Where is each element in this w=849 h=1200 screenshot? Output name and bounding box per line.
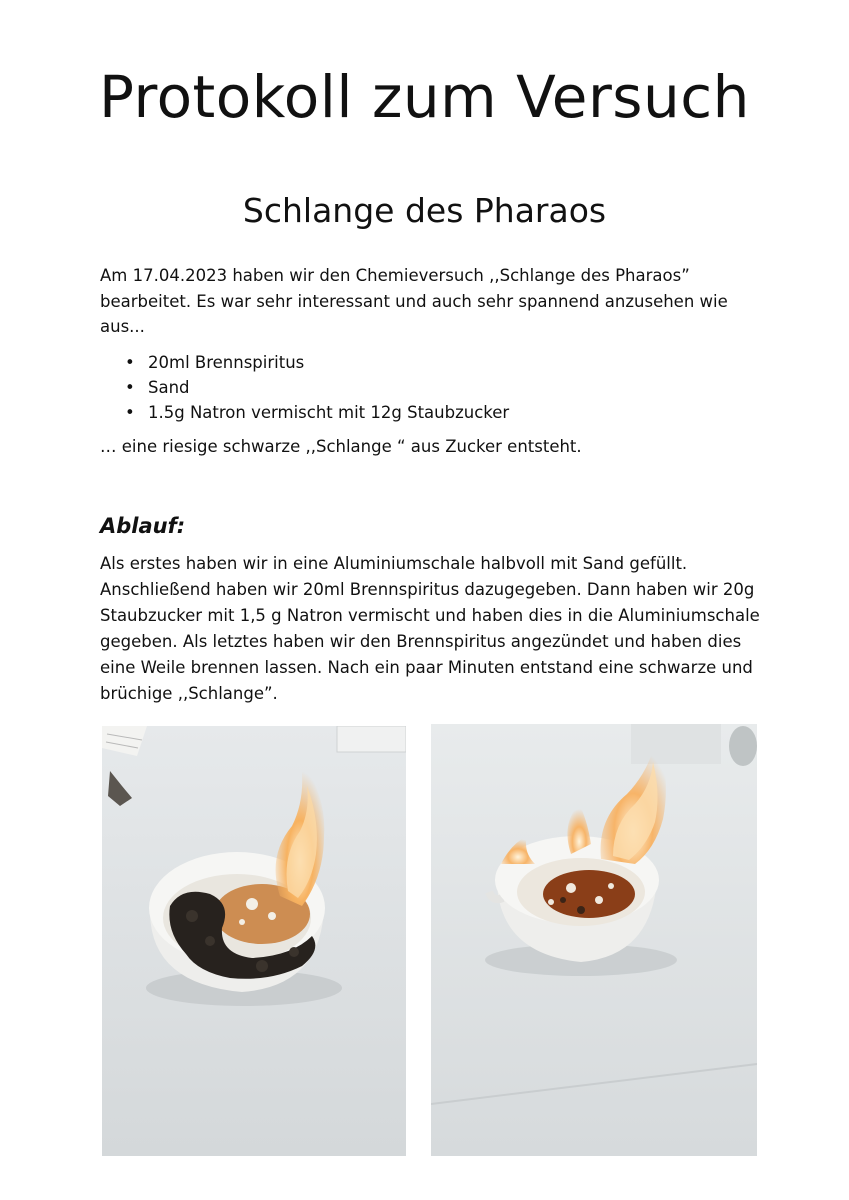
photo-burning-bowl-start — [431, 724, 757, 1156]
bullet-icon: • — [125, 378, 135, 397]
material-label: 20ml Brennspiritus — [148, 353, 305, 372]
document-title: Protokoll zum Versuch — [99, 63, 750, 131]
bullet-icon: • — [125, 403, 135, 422]
procedure-paragraph: Als erstes haben wir in eine Aluminiumschale halbvoll mit Sand gefüllt. Anschließend haben wir 20ml Brennspiritus dazugegeben. Dann haben wir 20g Staubzucker mit 1,5 g Natron vermischt und haben dies in die Aluminiumschale gegeben. Als letztes haben wir den Brennspiritus angezündet und haben dies eine Weile brennen lassen. Nach ein paar Minuten entstand eine schwarze und brüchige ,,Schlange”. — [100, 554, 760, 703]
intro-paragraph: Am 17.04.2023 haben wir den Chemieversuch ,,Schlange des Pharaos” bearbeitet. Es war sehr interessant und auch sehr spannend anzusehen wie aus... — [100, 266, 728, 336]
document-subtitle: Schlange des Pharaos — [242, 191, 607, 230]
procedure-heading: Ablauf: — [100, 514, 186, 538]
photo-burning-bowl-start-image — [431, 724, 757, 1156]
list-item — [100, 400, 509, 425]
list-item — [100, 350, 509, 375]
material-label: Sand — [148, 378, 190, 397]
materials-list — [100, 350, 509, 425]
outro-paragraph: … eine riesige schwarze ,,Schlange “ aus Zucker entsteht. — [100, 437, 582, 456]
photo-burning-bowl-black-snake — [102, 726, 406, 1156]
bullet-icon: • — [125, 353, 135, 372]
photo-burning-bowl-black-snake-image — [102, 726, 406, 1156]
list-item — [100, 375, 509, 400]
material-label: 1.5g Natron vermischt mit 12g Staubzucker — [148, 403, 510, 422]
